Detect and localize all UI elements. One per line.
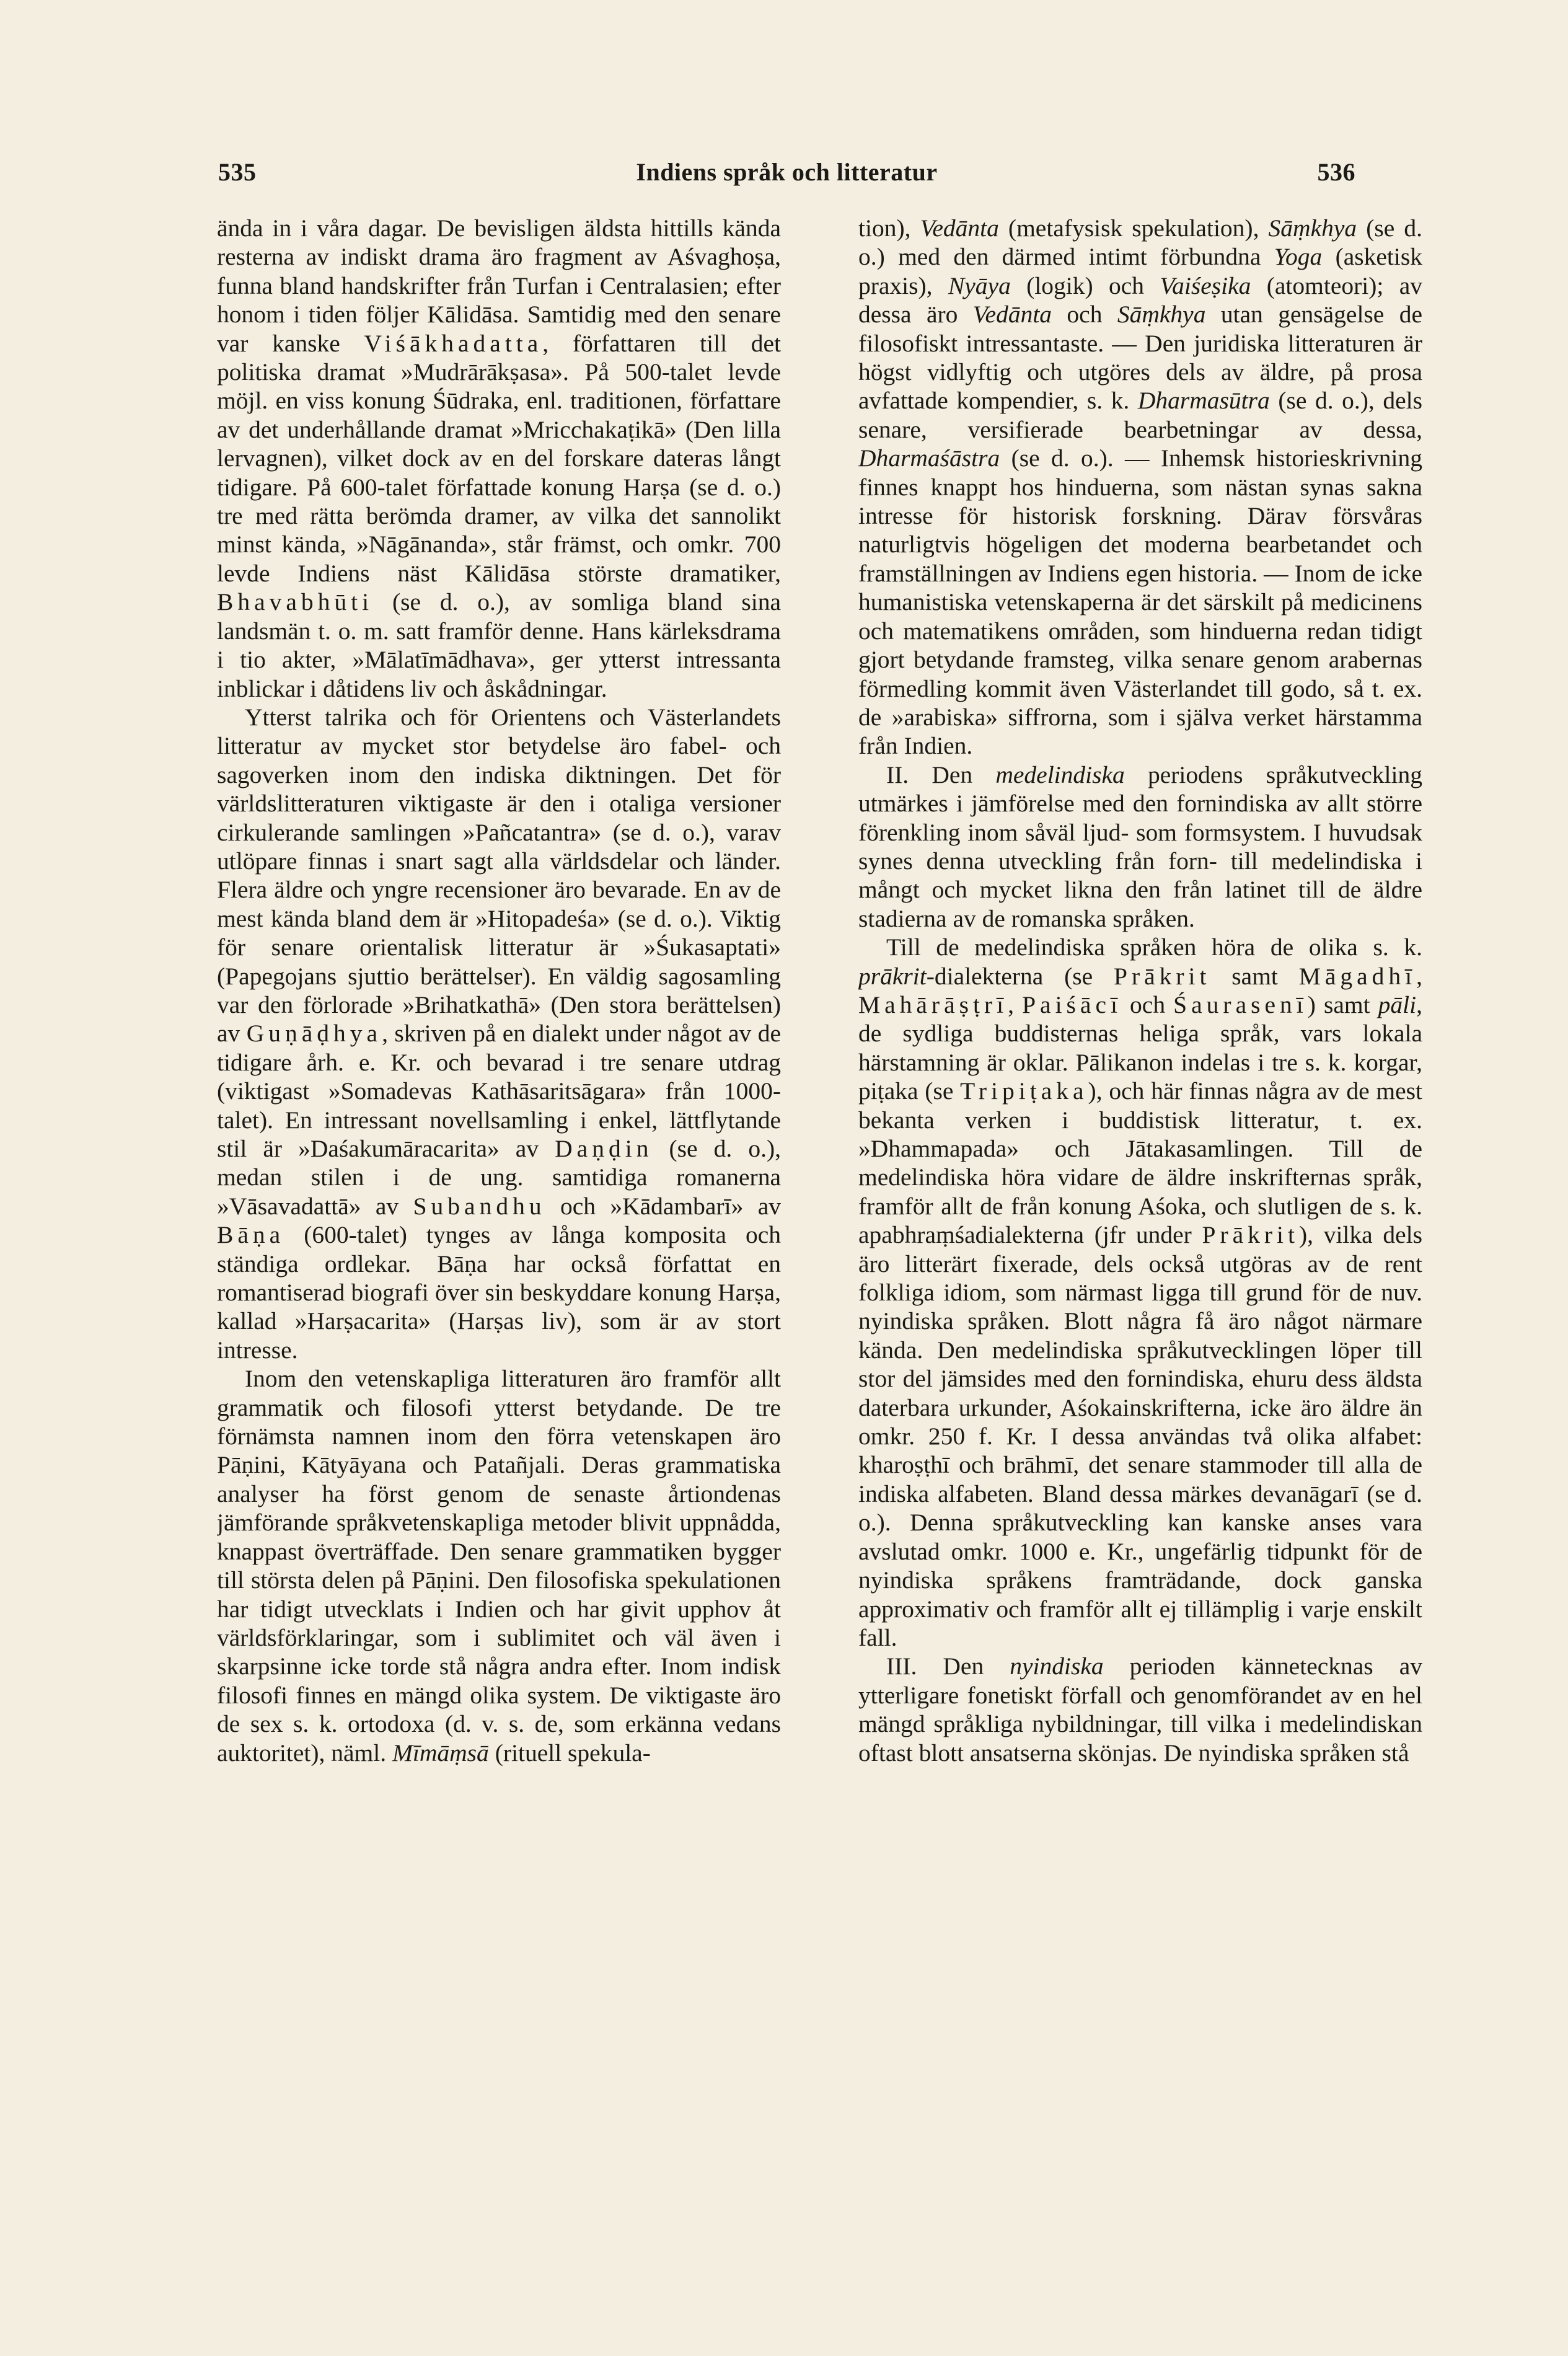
spaced-name: Tripiṭaka bbox=[960, 1077, 1088, 1105]
paragraph-new-indian: III. Den nyindiska perioden kännetecknas av ytterligare fonetiskt förfall och genomförandet av en hel mängd språkliga nybildningar, till vilka i medelindiskan oftast blott ansatserna skönjas. De nyindiska språken stå bbox=[858, 1652, 1422, 1767]
running-title: Indiens språk och litteratur bbox=[636, 158, 938, 186]
paragraph-drama: ända in i våra dagar. De bevisligen äldsta hittills kända resterna av indiskt drama äro fragment av Aśvaghoṣa, funna bland handskrifter från Turfan i Centralasien; efter honom i tiden följer Kālidāsa. Samtidig med den senare var kanske Viśākhadatta, författaren till det politiska dramat »Mudrārākṣasa». På 500-talet levde möjl. en viss konung Śūdraka, enl. traditionen, författare av det underhållande dramat »Mricchakaṭikā» (Den lilla lervagnen), vilket dock av en del forskare dateras långt tidigare. På 600-talet författade konung Harṣa (se d. o.) tre med rätta berömda dramer, av vilka det sannolikt minst kända, »Nāgānanda», står främst, och omkr. 700 levde Indiens näst Kālidāsa störste dramatiker, Bhavabhūti (se d. o.), av somliga bland sina landsmän t. o. m. satt framför denne. Hans kärleksdrama i tio akter, »Mālatīmādhava», ger ytterst intressanta inblickar i dåtidens liv och åskådningar. bbox=[217, 214, 781, 702]
spaced-name: Śaurasenī bbox=[1173, 990, 1308, 1018]
italic-term: Vaiśeṣika bbox=[1160, 271, 1251, 299]
spaced-name: Paiśācī bbox=[1022, 990, 1122, 1018]
italic-term: Dharmaśāstra bbox=[858, 444, 1000, 472]
italic-term: Dharmasūtra bbox=[1137, 387, 1270, 415]
spaced-name: Māgadhī bbox=[1298, 962, 1417, 990]
italic-term: Yoga bbox=[1274, 243, 1323, 271]
italic-term: Sāṃkhya bbox=[1268, 214, 1357, 242]
italic-term: Vedānta bbox=[920, 214, 999, 242]
italic-term: Nyāya bbox=[948, 271, 1011, 299]
spaced-name: Bāṇa bbox=[217, 1221, 285, 1249]
italic-term: pāli bbox=[1378, 990, 1417, 1018]
paragraph-philosophy: tion), Vedānta (metafysisk spekulation), Sāṃkhya (se d. o.) med den därmed intimt förbundna Yoga (asketisk praxis), Nyāya (logik) och Vaiśeṣika (atomteori); av dessa äro Vedānta och Sāṃkhya utan gensägelse de filosofiskt intressantaste. — Den juridiska litteraturen är högst vidlyftig och utgöres dels av äldre, på prosa avfattade kompendier, s. k. Dharmasūtra (se d. o.), dels senare, versifierade bearbetningar av dessa, Dharmaśāstra (se d. o.). — Inhemsk historieskrivning finnes knappt hos hinduerna, som nästan synas sakna intresse för historisk forskning. Därav försvåras naturligtvis högeligen det moderna bearbetandet och framställningen av Indiens egen historia. — Inom de icke humanistiska vetenskaperna är det särskilt på medicinens och matematikens områden, som hinduerna redan tidigt gjort betydande framsteg, vilka senare genom arabernas förmedling kommit även Västerlandet till godo, så t. ex. de »arabiska» siffrorna, som i själva verket härstamma från Indien. bbox=[858, 214, 1422, 760]
spaced-name: Guṇāḍhya bbox=[246, 1020, 382, 1048]
spaced-name: Subandhu bbox=[413, 1192, 546, 1220]
italic-term: Mīmāṃsā bbox=[392, 1739, 489, 1767]
italic-term: medelindiska bbox=[995, 761, 1125, 788]
paragraph-middle-indian: II. Den medelindiska periodens språkutveckling utmärkes i jämförelse med den fornindiska av allt större förenkling inom såväl ljud- som formsystem. I huvudsak synes denna utveckling från forn- till medelindiska i mångt och mycket likna den från latinet till de äldre stadierna av de romanska språken. bbox=[858, 761, 1422, 932]
italic-term: prākrit bbox=[858, 962, 927, 990]
right-column bbox=[858, 214, 1422, 2309]
spaced-name: Daṇḍin bbox=[555, 1135, 653, 1162]
italic-term: nyindiska bbox=[1010, 1652, 1104, 1680]
italic-term: Sāṃkhya bbox=[1117, 301, 1206, 329]
page-header bbox=[218, 157, 1355, 195]
italic-term: Vedānta bbox=[972, 301, 1052, 329]
paragraph-science: Inom den vetenskapliga litteraturen äro framför allt grammatik och filosofi ytterst betydande. De tre förnämsta namnen inom den förra vetenskapen äro Pāṇini, Kātyāyana och Patañjali. Deras grammatiska analyser ha först genom de senaste årtiondenas jämförande språkvetenskapliga metoder blivit uppnådda, knappast överträffade. Den senare grammatiken bygger till största delen på Pāṇini. Den filosofiska spekulationen har tidigt utvecklats i Indien och har givit upphov åt världsförklaringar, som i sublimitet och väl även i skarpsinne icke torde stå några andra efter. Inom indisk filosofi finnes en mängd olika system. De viktigaste äro de sex s. k. ortodoxa (d. v. s. de, som erkänna vedans auktoritet), näml. Mīmāṃsā (rituell spekula- bbox=[217, 1365, 781, 1767]
page-number-right: 536 bbox=[1317, 158, 1355, 186]
spaced-name: Prākrit bbox=[1202, 1221, 1299, 1249]
page-number-left: 535 bbox=[218, 158, 257, 186]
paragraph-fables: Ytterst talrika och för Orientens och Västerlandets litteratur av mycket stor betydelse äro fabel- och sagoverken inom den indiska diktningen. Det för världslitteraturen viktigaste är den i otaliga versioner cirkulerande samlingen »Pañcatantra» (se d. o.), varav utlöpare finnas i snart sagt alla världsdelar och länder. Flera äldre och yngre recensioner äro bevarade. En av de mest kända bland dem är »Hitopadeśa» (se d. o.). Viktig för senare orientalisk litteratur är »Śukasaptati» (Papegojans sjuttio berättelser). En väldig sagosamling var den förlorade »Brihatkathā» (Den stora berättelsen) av Guṇāḍhya, skriven på en dialekt under något av de tidigare årh. e. Kr. och bevarad i tre senare utdrag (viktigast »Somadevas Kathāsaritsāgara» från 1000-talet). En intressant novellsamling i enkel, lättflytande stil är »Daśakumāracarita» av Daṇḍin (se d. o.), medan stilen i de ung. samtidiga romanerna »Vāsavadattā» av Subandhu och »Kādambarī» av Bāṇa (600-talet) tynges av långa komposita och ständiga ordlekar. Bāṇa har också författat en romantiserad biografi över sin beskyddare konung Harṣa, kallad »Harṣacarita» (Harṣas liv), som är av stort intresse. bbox=[217, 703, 781, 1364]
paragraph-prakrit: Till de medelindiska språken höra de olika s. k. prākrit-dialekterna (se Prākrit samt Māgadhī, Mahārāṣṭrī, Paiśācī och Śaurasenī) samt pāli, de sydliga buddisternas heliga språk, vars lokala härstamning är oklar. Pālikanon indelas i tre s. k. korgar, piṭaka (se Tripiṭaka), och här finnas några av de mest bekanta verken i buddistisk litteratur, t. ex. »Dhammapada» och Jātakasamlingen. Till de medelindiska höra vidare de äldre inskrifternas språk, framför allt de från konung Aśoka, och slutligen de s. k. apabhraṃśadialekterna (jfr under Prākrit), vilka dels äro litterärt fixerade, dels också utgöras av de rent folkliga idiom, som närmast ligga till grund för de nuv. nyindiska språken. Blott några få äro något närmare kända. Den medelindiska språkutvecklingen löper till stor del jämsides med den fornindiska, ehuru dess äldsta daterbara urkunder, Aśokainskrifterna, icke äro äldre än omkr. 250 f. Kr. I dessa användas två olika alfabet: kharoṣṭhī och brāhmī, det senare stammoder till alla de indiska alfabeten. Bland dessa märkes devanāgarī (se d. o.). Denna språkutveckling kan kanske anses vara avslutad omkr. 1000 e. Kr., ungefärlig tidpunkt för de nyindiska språkens framträdande, dock ganska approximativ och framför allt ej tillämplig i varje enskilt fall. bbox=[858, 933, 1422, 1651]
spaced-name: Mahārāṣṭrī bbox=[858, 990, 1008, 1018]
spaced-name: Bhavabhūti bbox=[217, 588, 374, 616]
spaced-name: Viśākhadatta bbox=[364, 329, 543, 357]
spaced-name: Prākrit bbox=[1114, 962, 1211, 990]
left-column bbox=[217, 214, 781, 2309]
